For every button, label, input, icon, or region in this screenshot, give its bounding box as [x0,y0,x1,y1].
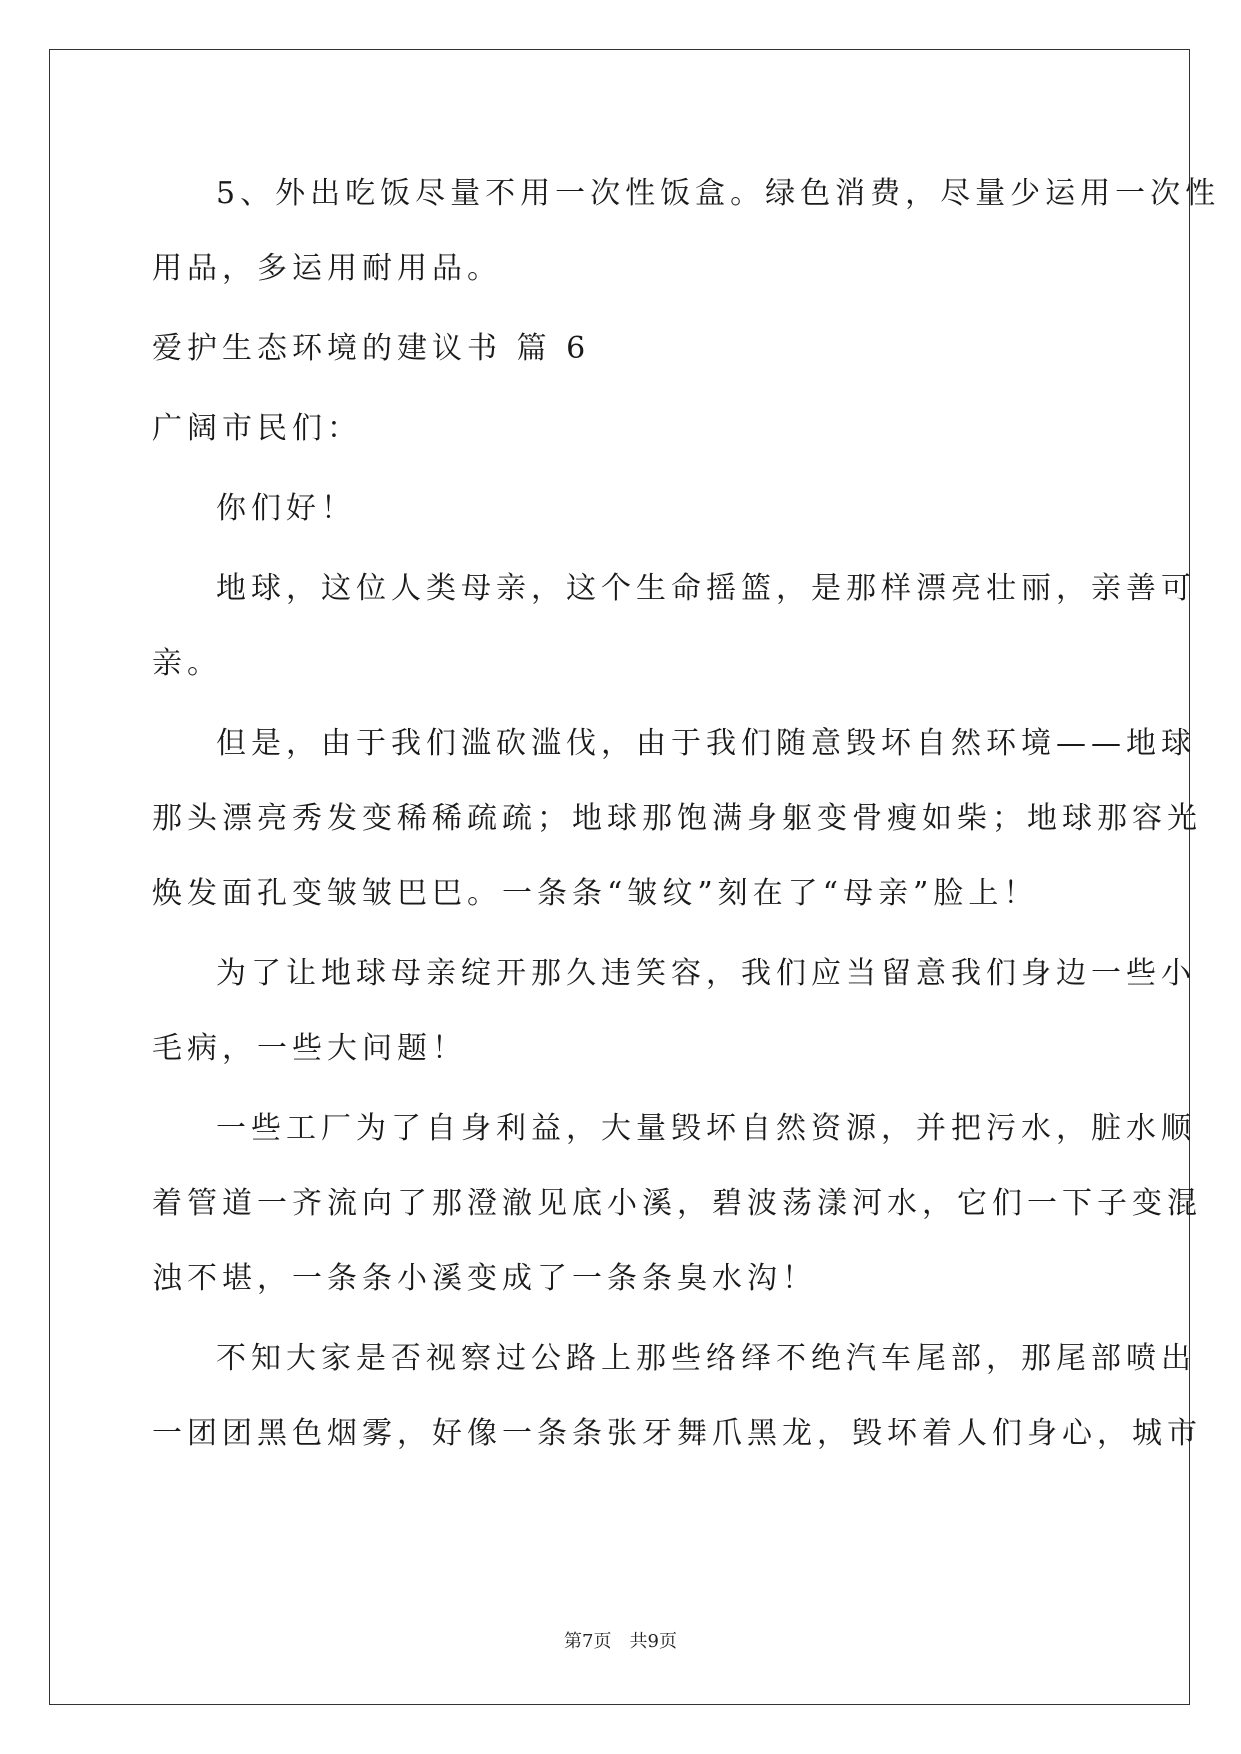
paragraph-line: 为了让地球母亲绽开那久违笑容，我们应当留意我们身边一些小 [216,956,1196,991]
greeting: 你们好！ [216,491,356,526]
paragraph-line: 亲。 [152,646,222,681]
salutation: 广阔市民们： [152,411,362,446]
page-footer [0,1627,1241,1653]
paragraph-line: 不知大家是否视察过公路上那些络绎不绝汽车尾部，那尾部喷出 [216,1341,1196,1376]
paragraph-line: 那头漂亮秀发变稀稀疏疏；地球那饱满身躯变骨瘦如柴；地球那容光 [152,801,1202,836]
paragraph-line: 一些工厂为了自身利益，大量毁坏自然资源，并把污水，脏水顺 [216,1111,1196,1146]
paragraph-line: 但是，由于我们滥砍滥伐，由于我们随意毁坏自然环境——地球 [216,726,1196,761]
section-heading: 爱护生态环境的建议书 篇 6 [152,331,591,366]
paragraph-line: 浊不堪，一条条小溪变成了一条条臭水沟！ [152,1261,817,1296]
total-pages-label: 共9页 [629,1631,677,1652]
paragraph-line: 用品，多运用耐用品。 [152,251,502,286]
paragraph-line: 焕发面孔变皱皱巴巴。一条条“皱纹”刻在了“母亲”脸上！ [152,876,1039,911]
paragraph-line: 地球，这位人类母亲，这个生命摇篮，是那样漂亮壮丽，亲善可 [216,571,1196,606]
paragraph-line: 一团团黑色烟雾，好像一条条张牙舞爪黑龙，毁坏着人们身心，城市 [152,1416,1202,1451]
paragraph-line: 毛病，一些大问题！ [152,1031,467,1066]
paragraph-line: 5、外出吃饭尽量不用一次性饭盒。绿色消费，尽量少运用一次性 [216,176,1221,211]
current-page-label: 第7页 [564,1631,612,1652]
paragraph-line: 着管道一齐流向了那澄澈见底小溪，碧波荡漾河水，它们一下子变混 [152,1186,1202,1221]
